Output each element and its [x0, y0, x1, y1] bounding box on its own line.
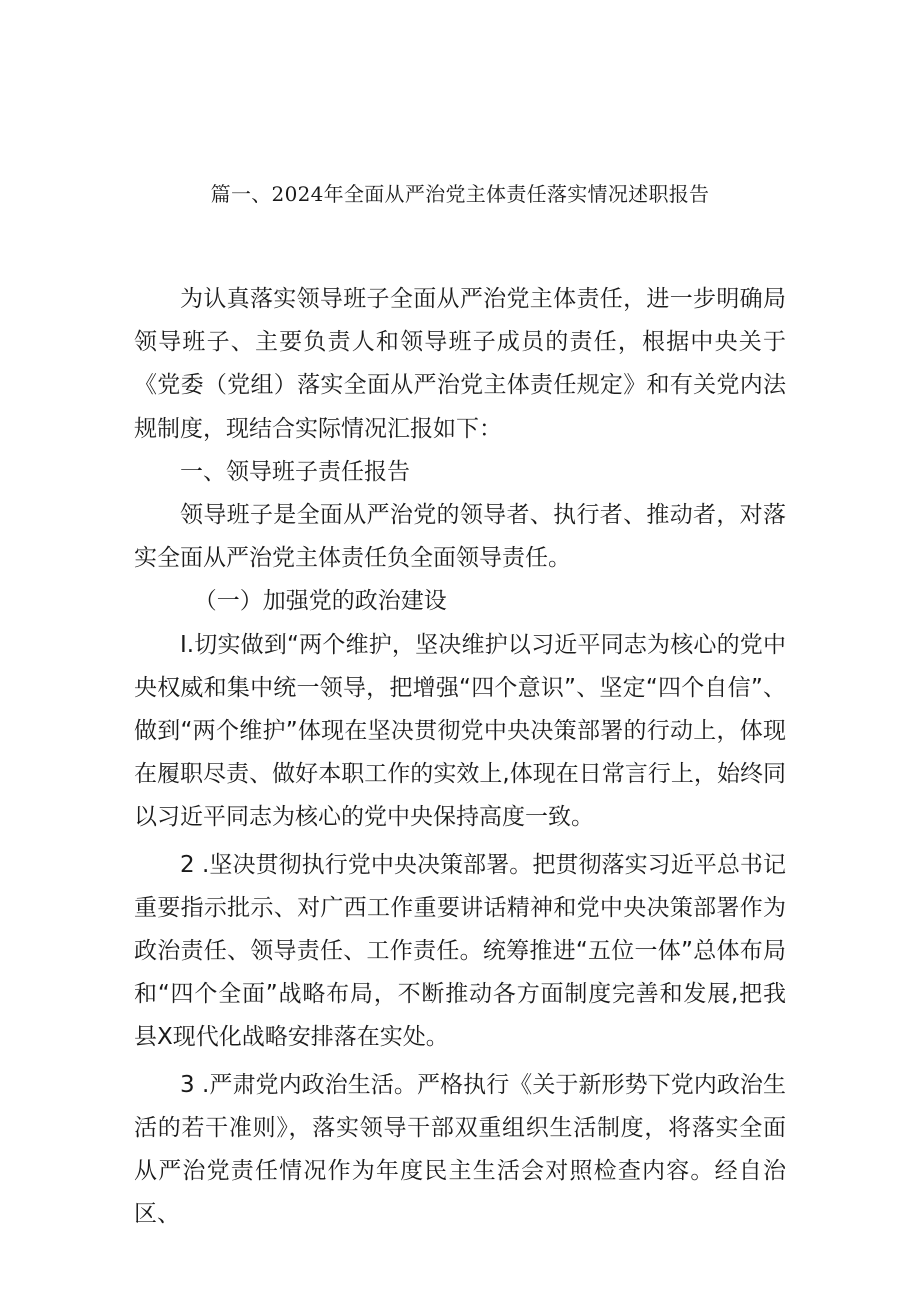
- item-paragraph-2: 2 .坚决贯彻执行党中央决策部署。把贯彻落实习近平总书记重要指示批示、对广西工作重要讲话精神和党中央决策部署作为政治责任、领导责任、工作责任。统筹推进“五位一体”总体布局和“四个全面”战略布局，不断推动各方面制度完善和发展,把我县X现代化战略安排落在实处。: [134, 851, 786, 1051]
- subsection-heading-political: （一）加强党的政治建设: [193, 588, 447, 615]
- item-paragraph-1: I.切实做到“两个维护，坚决维护以习近平同志为核心的党中央权威和集中统一领导，把增强“四个意识”、坚定“四个自信”、做到“两个维护”体现在坚决贯彻党中央决策部署的行动上，体现在履职尽责、做好本职工作的实效上,体现在日常言行上，始终同以习近平同志为核心的党中央保持高度一致。: [134, 631, 786, 831]
- document-title: 篇一、2024年全面从严治党主体责任落实情况述职报告: [210, 182, 710, 206]
- intro-paragraph: 为认真落实领导班子全面从严治党主体责任，进一步明确局领导班子、主要负责人和领导班子成员的责任，根据中央关于《党委（党组）落实全面从严治党主体责任规定》和有关党内法规制度，现结合实际情况汇报如下：: [134, 286, 786, 442]
- document-body: [134, 278, 786, 1236]
- leadership-paragraph: 领导班子是全面从严治党的领导者、执行者、推动者，对落实全面从严治党主体责任负全面领导责任。: [134, 502, 786, 572]
- section-heading-leadership: 一、领导班子责任报告: [180, 458, 410, 485]
- item-paragraph-3: 3 .严肃党内政治生活。严格执行《关于新形势下党内政治生活的若干准则》，落实领导干部双重组织生活制度，将落实全面从严治党责任情况作为年度民主生活会对照检查内容。经自治区、: [134, 1071, 786, 1228]
